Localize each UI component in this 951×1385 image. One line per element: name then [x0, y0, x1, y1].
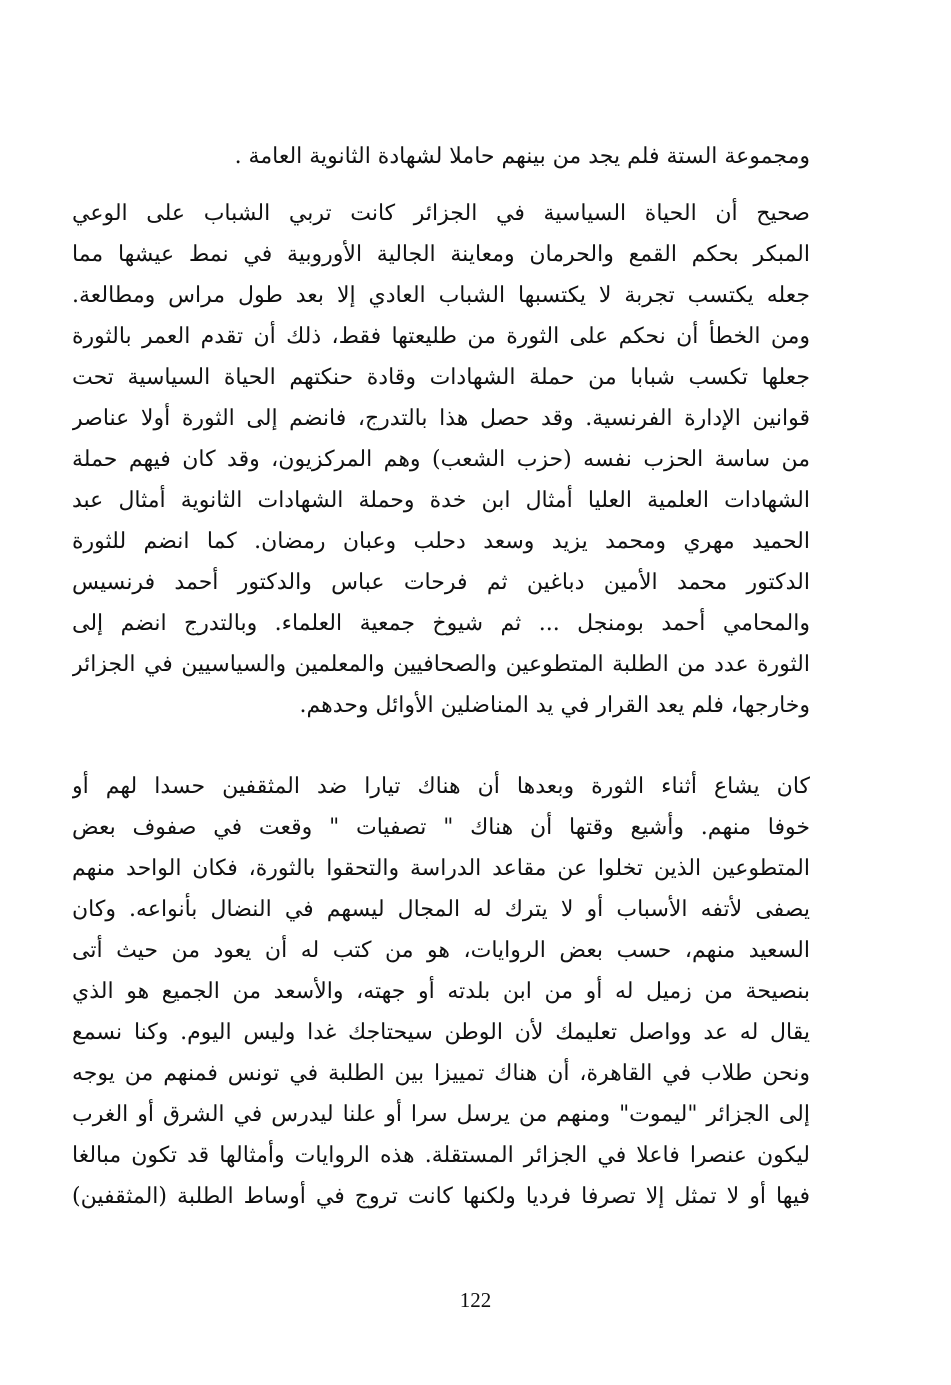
text-line: فيها أو لا تمثل إلا تصرفا فرديا ولكنها كانت تروج في أوساط الطلبة (المثقفين) — [72, 1184, 810, 1209]
text-line: ومجموعة الستة فلم يجد من بينهم حاملا لشهادة الثانوية العامة . — [234, 144, 810, 169]
text-line: السعيد منهم، حسب بعض الروايات، هو من كتب له أن يعود من حيث أتى — [72, 938, 810, 963]
paragraph-2 — [72, 193, 810, 726]
page-number: 122 — [459, 1288, 492, 1312]
text-line: بنصيحة من زميل له أو من ابن بلدته أو جهته، والأسعد من الجميع هو الذي — [72, 979, 810, 1004]
text-line: قوانين الإدارة الفرنسية. وقد حصل هذا بالتدرج، فانضم إلى الثورة أولا عناصر — [72, 406, 810, 431]
text-line: المبكر بحكم القمع والحرمان ومعاينة الجالية الأوروبية في نمط عيشها مما — [72, 242, 810, 267]
text-line: وخارجها، فلم يعد القرار في يد المناضلين الأوائل وحدهم. — [299, 693, 810, 718]
text-line: الدكتور محمد الأمين دباغين ثم فرحات عباس والدكتور أحمد فرنسيس — [72, 570, 810, 595]
text-line: ونحن طلاب في القاهرة، أن هناك تمييزا بين الطلبة في تونس فمنهم من يوجه — [72, 1061, 810, 1086]
text-line: الثورة عدد من الطلبة المتطوعين والصحافيين والمعلمين والسياسيين في الجزائر — [72, 652, 810, 677]
text-line: جعله يكتسب تجربة لا يكتسبها الشباب العادي إلا بعد طول مراس ومطالعة. — [72, 283, 810, 308]
text-line: خوفا منهم. وأشيع وقتها أن هناك " تصفيات " وقعت في صفوف بعض — [72, 815, 810, 840]
paragraph-3 — [72, 766, 810, 1217]
text-line: جعلها تكسب شبابا من حملة الشهادات وقادة حنكتهم الحياة السياسية تحت — [72, 365, 810, 390]
text-line: والمحامي أحمد بومنجل ... ثم شيوخ جمعية العلماء. وبالتدرج انضم إلى — [72, 611, 810, 636]
text-line: يصفى لأتفه الأسباب أو لا يترك له المجال ليسهم في النضال بأنواعه. وكان — [72, 897, 810, 922]
text-line: من ساسة الحزب نفسه (حزب الشعب) وهم المركزيون، وقد كان فيهم حملة — [72, 447, 810, 472]
text-line: الحميد مهري ومحمد يزيد وسعد دحلب وعبان رمضان. كما انضم للثورة — [72, 529, 810, 554]
text-line: ومن الخطأ أن نحكم على الثورة من طليعتها فقط، ذلك أن تقدم العمر بالثورة — [72, 324, 810, 349]
text-line: الشهادات العلمية العليا أمثال ابن خدة وحملة الشهادات الثانوية أمثال عبد — [72, 488, 810, 513]
text-line: يقال له عد وواصل تعليمك لأن الوطن سيحتاجك غدا وليس اليوم. وكنا نسمع — [72, 1020, 810, 1045]
text-line: صحيح أن الحياة السياسية في الجزائر كانت تربي الشباب على الوعي — [72, 201, 810, 226]
text-line: المتطوعين الذين تخلوا عن مقاعد الدراسة والتحقوا بالثورة، فكان الواحد منهم — [72, 856, 810, 881]
text-line: إلى الجزائر "ليموت" ومنهم من يرسل سرا أو علنا ليدرس في الشرق أو الغرب — [72, 1102, 810, 1127]
paragraph-1 — [72, 136, 810, 177]
text-line: ليكون عنصرا فاعلا في الجزائر المستقلة. هذه الروايات وأمثالها قد تكون مبالغا — [72, 1143, 810, 1168]
text-line: كان يشاع أثناء الثورة وبعدها أن هناك تيارا ضد المثقفين حسدا لهم أو — [72, 774, 810, 799]
